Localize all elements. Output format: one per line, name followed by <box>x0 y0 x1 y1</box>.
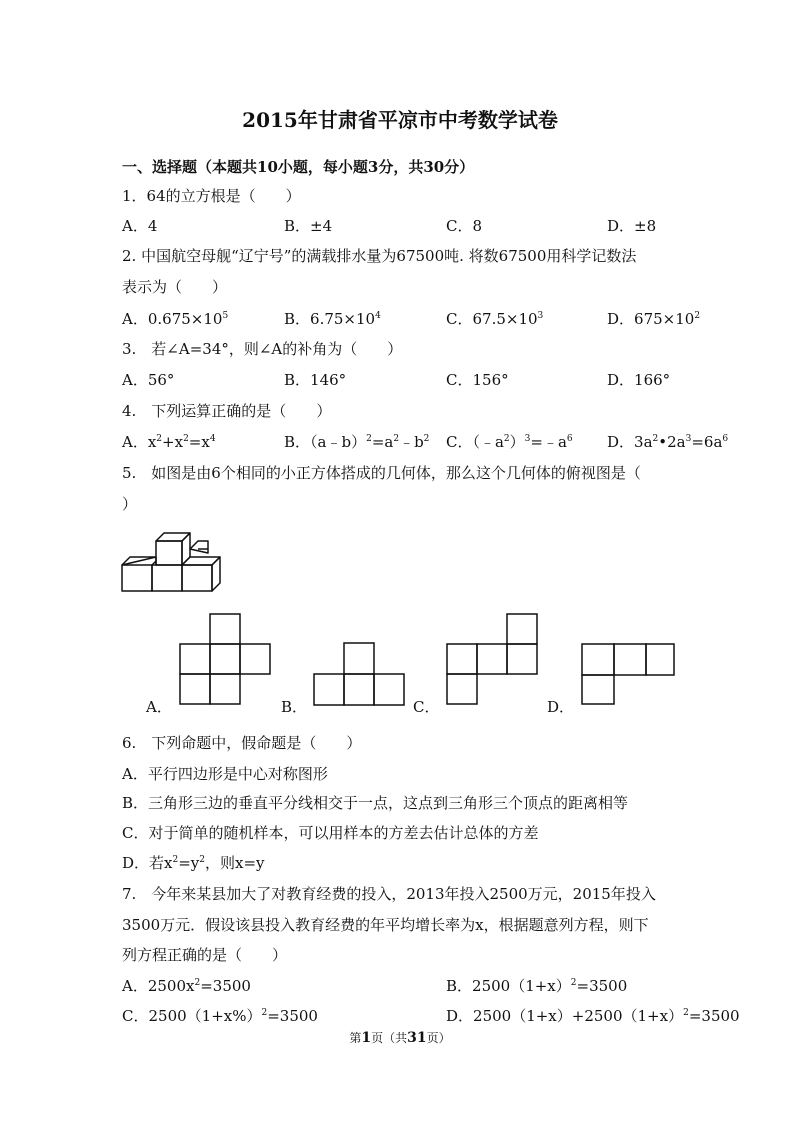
section-heading: 一、选择题（本题共10小题，每小题3分，共30分） <box>122 158 475 176</box>
q4-option-b: B．$(a﹣b)^2=a^2﹣b^2$ <box>284 433 430 451</box>
q6-option-d: D．若$x^2=y^2$，则x=y <box>122 854 265 872</box>
q4-option-c: C．$(﹣a^2)^3=﹣a^6$ <box>446 433 573 451</box>
q7-stem-line2: 3500万元．假设该县投入教育经费的年平均增长率为x，根据题意列方程，则下 <box>122 916 649 934</box>
q3-option-b: B．146° <box>284 371 347 389</box>
page-title: 2015年甘肃省平凉市中考数学试卷 <box>242 108 558 132</box>
q2-option-b: B．$6.75\times 10^4$ <box>284 310 381 328</box>
q6-option-a: A．平行四边形是中心对称图形 <box>122 765 328 783</box>
q1-stem: 1．64的立方根是（ ） <box>122 187 301 205</box>
q2-option-a: A．$0.675\times 10^5$ <box>122 310 229 328</box>
q7-option-c: C．$2500(1+x\%)^2=3500$ <box>122 1007 318 1025</box>
q6-stem: 6. 下列命题中，假命题是（ ） <box>122 734 362 752</box>
q2-stem-line2: 表示为（ ） <box>122 278 228 296</box>
q4-option-d: D．$3a^2•2a^3=6a^6$ <box>607 433 729 451</box>
q3-option-a: A．56° <box>122 371 175 389</box>
q7-stem-line3: 列方程正确的是（ ） <box>122 946 288 964</box>
q6-option-c: C．对于简单的随机样本，可以用样本的方差去估计总体的方差 <box>122 824 539 842</box>
q5-option-b-label: B． <box>281 698 308 716</box>
q1-option-d: D．±8 <box>607 217 657 235</box>
q1-option-a: A．4 <box>122 217 158 235</box>
q3-stem: 3. 若∠A=34°，则∠A的补角为（ ） <box>122 340 403 358</box>
q7-option-b: B．$2500(1+x)^2=3500$ <box>446 977 628 995</box>
q1-option-c: C．8 <box>446 217 483 235</box>
q5-option-c-figure <box>447 613 539 705</box>
q7-option-d: D．$2500(1+x)+2500(1+x)^2=3500$ <box>446 1007 740 1025</box>
page-footer: 第1页（共31页） <box>349 1030 451 1046</box>
q3-option-d: D．166° <box>607 371 671 389</box>
q2-option-c: C．$67.5\times 10^3$ <box>446 310 544 328</box>
cube-stack-figure <box>118 525 228 600</box>
q5-option-d-label: D． <box>547 698 575 716</box>
q5-option-d-figure <box>582 643 674 705</box>
q6-option-b: B．三角形三边的垂直平分线相交于一点，这点到三角形三个顶点的距离相等 <box>122 794 629 812</box>
q4-option-a: A．$x^2+x^2=x^4$ <box>122 433 216 451</box>
q7-option-a: A．$2500x^2=3500$ <box>122 977 251 995</box>
q1-option-b: B．±4 <box>284 217 333 235</box>
q3-option-c: C．156° <box>446 371 509 389</box>
q5-option-a-label: A． <box>146 698 172 716</box>
q5-option-c-label: C． <box>413 698 440 716</box>
q7-stem-line1: 7. 今年来某县加大了对教育经费的投入，2013年投入2500万元，2015年投入 <box>122 885 656 903</box>
q5-stem-line1: 5. 如图是由6个相同的小正方体搭成的几何体，那么这个几何体的俯视图是（ <box>122 464 641 482</box>
q4-stem: 4. 下列运算正确的是（ ） <box>122 402 332 420</box>
q5-option-a-figure <box>180 613 272 705</box>
q2-option-d: D．$675\times 10^2$ <box>607 310 701 328</box>
q5-stem-line2: ） <box>122 495 138 513</box>
q5-option-b-figure <box>314 642 406 706</box>
q2-stem-line1: 2. 中国航空母舰“辽宁号”的满载排水量为67500吨. 将数67500用科学记数法 <box>122 247 637 265</box>
